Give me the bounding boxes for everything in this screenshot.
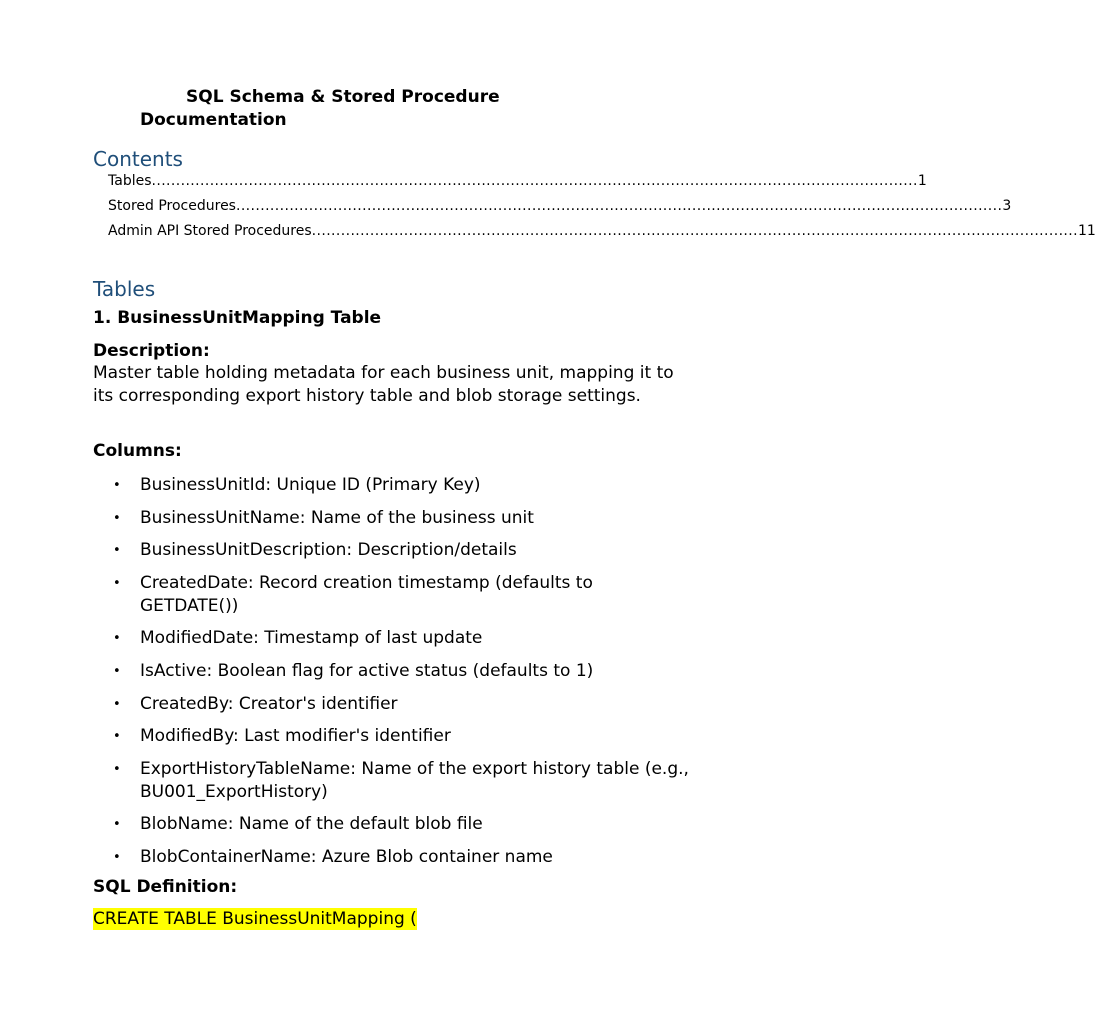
tables-heading: Tables [93,277,156,301]
list-item [93,693,693,716]
list-item-text: BusinessUnitDescription: Description/details [140,540,517,561]
toc-leader-dots: .............................................................................................................................................................. [151,173,918,189]
description-label: Description: [93,341,210,361]
list-item [93,846,693,869]
list-item [93,507,693,530]
description-text: Master table holding metadata for each business unit, mapping it to its corresponding export history table and blob storage settings. [93,363,674,406]
toc-entry-page: 3 [1002,198,1012,214]
list-item [93,539,693,562]
list-item-text: ExportHistoryTableName: Name of the export history table (e.g., BU001_ExportHistory) [140,758,689,802]
bullet-icon: • [113,729,121,745]
table-title: 1. BusinessUnitMapping Table [93,308,382,328]
toc-entry-label: Tables [108,173,152,189]
toc-leader-dots: .............................................................................................................................................................. [235,198,1003,214]
columns-list [93,474,693,879]
toc-entry-admin-api-stored-procedures[interactable] [108,222,1096,240]
toc-leader-dots: .............................................................................................................................................................. [311,223,1078,239]
list-item [93,627,693,650]
toc-entry-page: 1 [917,173,927,189]
bullet-icon: • [113,696,121,712]
list-item-text: BlobName: Name of the default blob file [140,814,483,835]
list-item [93,660,693,683]
list-item-text: ModifiedBy: Last modifier's identifier [140,726,451,747]
list-item-text: BlobContainerName: Azure Blob container name [140,846,553,867]
toc-entry-label: Admin API Stored Procedures [108,223,312,239]
bullet-icon: • [113,849,121,865]
toc-entry-stored-procedures[interactable] [108,197,1012,215]
list-item-text: BusinessUnitId: Unique ID (Primary Key) [140,475,481,495]
bullet-icon: • [113,631,121,647]
bullet-icon: • [113,575,121,591]
sql-code-line: CREATE TABLE BusinessUnitMapping ( [93,909,417,929]
list-item [93,572,693,618]
toc-entry-label: Stored Procedures [108,198,236,214]
toc-entry-page: 11 [1078,223,1096,239]
bullet-icon: • [113,478,121,493]
list-item-text: CreatedBy: Creator's identifier [140,693,398,714]
list-item [93,474,693,497]
document-title: SQL Schema & Stored Procedure Documentation [140,87,500,130]
bullet-icon: • [113,817,121,833]
list-item-text: ModifiedDate: Timestamp of last update [140,628,483,649]
contents-heading: Contents [93,147,183,171]
toc-entry-tables[interactable] [108,172,927,190]
list-item [93,758,693,804]
list-item-text: BusinessUnitName: Name of the business unit [140,507,534,528]
bullet-icon: • [113,543,121,559]
columns-label: Columns: [93,441,182,461]
bullet-icon: • [113,761,121,777]
sql-definition-label: SQL Definition: [93,877,238,897]
list-item-text: CreatedDate: Record creation timestamp (defaults to GETDATE()) [140,572,593,616]
bullet-icon: • [113,663,121,679]
list-item [93,813,693,836]
bullet-icon: • [113,510,121,526]
list-item-text: IsActive: Boolean flag for active status (defaults to 1) [140,660,594,681]
list-item [93,725,693,748]
